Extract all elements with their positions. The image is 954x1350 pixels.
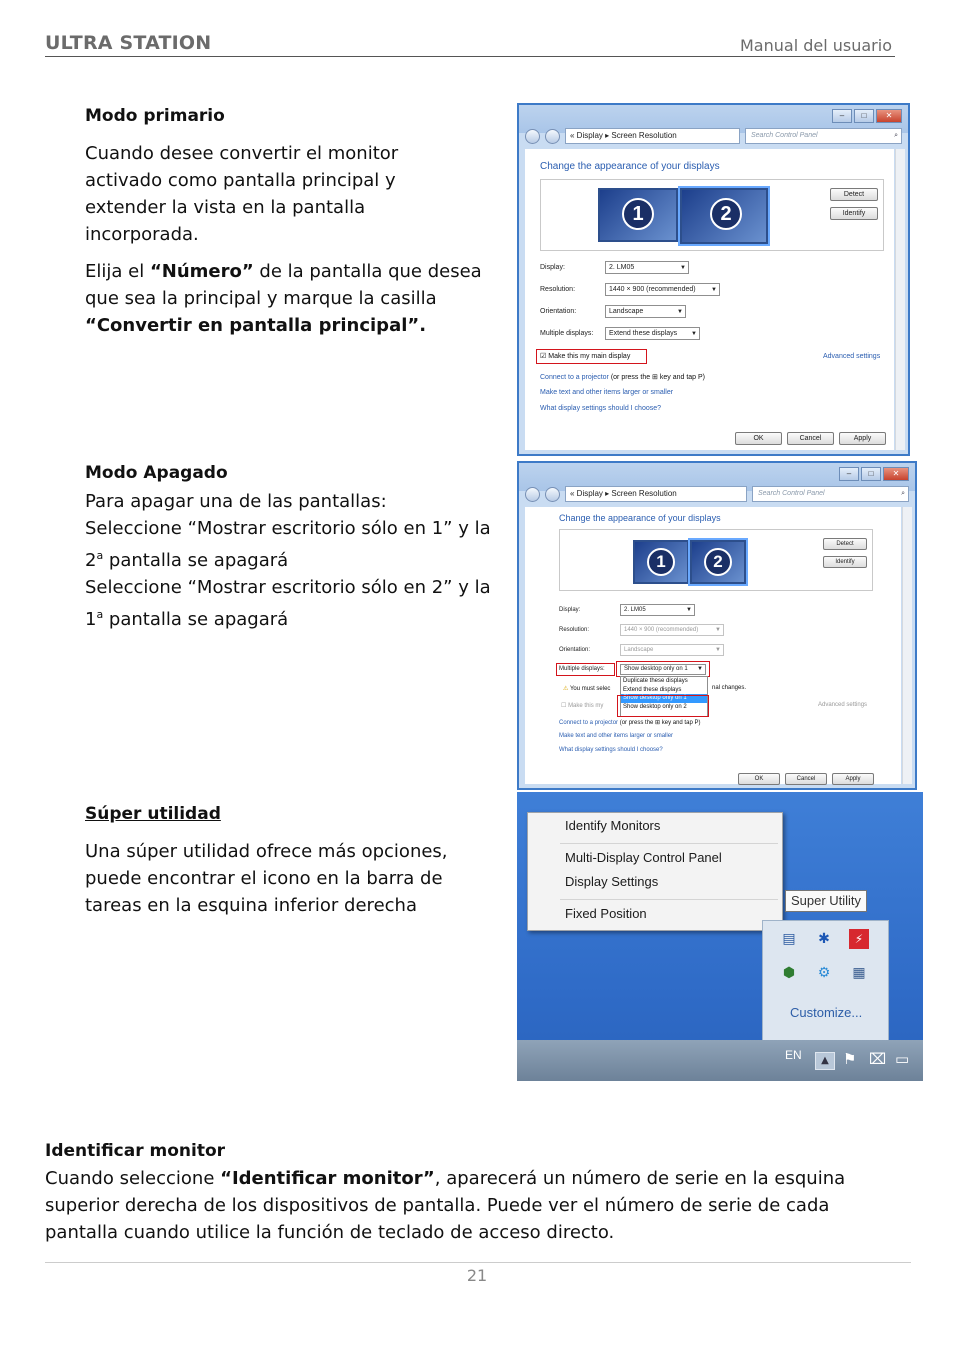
multiple-displays-label: Multiple displays: xyxy=(559,666,605,672)
bluetooth-icon[interactable]: ✱ xyxy=(818,931,830,947)
orientation-label: Orientation: xyxy=(559,647,591,653)
orientation-label: Orientation: xyxy=(540,308,577,315)
scrollbar[interactable] xyxy=(895,149,905,450)
apply-button[interactable]: Apply xyxy=(839,432,886,445)
menu-item-multi-display-control-panel[interactable]: Multi-Display Control Panel xyxy=(565,850,722,865)
close-icon[interactable]: ✕ xyxy=(883,467,909,481)
orientation-select[interactable] xyxy=(605,305,686,318)
modo-primario-paragraph-2 xyxy=(85,258,505,339)
text-line: Para apagar una de las pantallas: xyxy=(85,491,387,512)
ok-button[interactable]: OK xyxy=(735,432,782,445)
multiple-displays-label: Multiple displays: xyxy=(540,330,594,337)
graphics-tray-icon[interactable]: ▦ xyxy=(852,965,866,981)
section-title-modo-primario: Modo primario xyxy=(85,106,225,126)
chevron-down-icon: ▼ xyxy=(715,647,721,653)
main-display-checkbox xyxy=(561,702,603,709)
text-line: superior derecha de los dispositivos de pantalla. Puede ver el número de serie de cada xyxy=(45,1195,830,1216)
menu-item-display-settings[interactable]: Display Settings xyxy=(565,874,659,889)
dropdown-option[interactable]: Duplicate these displays xyxy=(623,678,688,684)
monitor-number-2: 2 xyxy=(710,198,742,230)
language-indicator[interactable]: EN xyxy=(785,1048,802,1062)
text-fragment: de la pantalla que desea xyxy=(253,261,482,282)
bold-line: “Convertir en pantalla principal”. xyxy=(85,315,427,336)
text-size-link[interactable]: Make text and other items larger or smaller xyxy=(559,733,674,739)
bold-fragment: “Identificar monitor” xyxy=(220,1168,435,1189)
monitor-2[interactable] xyxy=(690,540,746,584)
chevron-down-icon: ▼ xyxy=(697,666,703,672)
resolution-select xyxy=(620,624,724,636)
text-line: pantalla cuando utilice la función de teclado de acceso directo. xyxy=(45,1222,615,1243)
dialog-heading: Change the appearance of your displays xyxy=(540,161,720,172)
section-title-identificar-monitor: Identificar monitor xyxy=(45,1141,226,1161)
checkbox-checked-icon: ☑ xyxy=(540,353,547,360)
resolution-label: Resolution: xyxy=(540,286,576,293)
identificar-monitor-paragraph xyxy=(45,1165,925,1246)
breadcrumb[interactable]: « Display ▸ Screen Resolution xyxy=(565,486,747,502)
warning-icon: ⚠ xyxy=(563,686,569,692)
text-line: Una súper utilidad ofrece más opciones, xyxy=(85,841,448,862)
super-utility-tray-icon[interactable]: ▤ xyxy=(782,931,796,947)
search-input[interactable] xyxy=(752,486,909,502)
minimize-icon[interactable]: – xyxy=(832,109,852,123)
superscript: a xyxy=(96,549,104,562)
resolution-select[interactable] xyxy=(605,283,720,296)
text-fragment: Elija el xyxy=(85,261,150,282)
minimize-icon[interactable]: – xyxy=(839,467,859,481)
checkbox-icon: ☐ xyxy=(561,703,567,709)
advanced-settings-link: Advanced settings xyxy=(818,702,868,708)
text-fragment: pantalla se apagará xyxy=(103,609,289,630)
back-icon[interactable] xyxy=(525,129,540,144)
chevron-down-icon: ▼ xyxy=(677,309,683,315)
detect-button[interactable]: Detect xyxy=(830,188,878,201)
menu-item-fixed-position[interactable]: Fixed Position xyxy=(565,906,647,921)
monitor-2[interactable] xyxy=(680,188,768,244)
identify-button[interactable]: Identify xyxy=(823,556,867,568)
flag-icon[interactable]: ⚑ xyxy=(843,1050,857,1068)
warning-text-end: nal changes. xyxy=(712,685,747,691)
modo-apagado-paragraph xyxy=(85,488,515,633)
text-line: Seleccione “Mostrar escritorio sólo en 2” y la xyxy=(85,577,491,598)
display-help-link[interactable]: What display settings should I choose? xyxy=(559,747,663,753)
text-line xyxy=(85,601,515,633)
cancel-button[interactable]: Cancel xyxy=(787,432,834,445)
footer-rule xyxy=(45,1262,911,1263)
monitor-arrangement xyxy=(540,179,884,251)
display-label: Display: xyxy=(540,264,565,271)
section-title-super-utilidad: Súper utilidad xyxy=(85,804,221,824)
breadcrumb[interactable]: « Display ▸ Screen Resolution xyxy=(565,128,740,144)
advanced-settings-link[interactable]: Advanced settings xyxy=(823,353,881,360)
address-bar xyxy=(525,485,909,503)
customize-link[interactable]: Customize... xyxy=(790,1005,863,1020)
search-placeholder: Search Control Panel xyxy=(751,132,818,139)
orientation-value: Landscape xyxy=(624,647,654,653)
monitor-number-1: 1 xyxy=(622,198,654,230)
text-fragment: 2 xyxy=(85,550,97,571)
monitor-1[interactable] xyxy=(633,540,689,584)
resolution-value: 1440 × 900 (recommended) xyxy=(609,286,696,293)
orientation-value: Landscape xyxy=(609,308,644,315)
back-icon[interactable] xyxy=(525,487,540,502)
warning-text: You must selec xyxy=(569,686,611,692)
multiple-displays-select[interactable] xyxy=(605,327,700,340)
ok-button[interactable]: OK xyxy=(738,773,780,785)
projector-line xyxy=(540,373,705,381)
orientation-select xyxy=(620,644,724,656)
monitor-arrangement xyxy=(559,529,873,591)
display-label: Display: xyxy=(559,607,581,613)
power-icon[interactable]: ⌧ xyxy=(869,1050,887,1068)
warning-line xyxy=(563,685,610,692)
resolution-value: 1440 × 900 (recommended) xyxy=(624,627,699,633)
text-line: puede encontrar el icono en la barra de xyxy=(85,868,443,889)
superscript: a xyxy=(96,608,104,621)
multiple-displays-value: Extend these displays xyxy=(609,330,678,337)
network-icon[interactable]: ▭ xyxy=(895,1050,910,1068)
network-device-icon[interactable]: ⬢ xyxy=(782,965,796,981)
section-title-modo-apagado: Modo Apagado xyxy=(85,463,228,483)
dropdown-option[interactable]: Extend these displays xyxy=(623,686,682,693)
dropdown-option[interactable]: Show desktop only on 2 xyxy=(623,703,687,710)
chevron-down-icon: ▼ xyxy=(686,607,692,613)
bold-fragment: “Número” xyxy=(149,261,254,282)
display-value: 2. LM05 xyxy=(609,264,635,271)
super-utility-tooltip: Super Utility xyxy=(785,890,867,912)
display-select[interactable] xyxy=(620,604,695,616)
header-subtitle: Manual del usuario xyxy=(740,36,892,55)
text-line xyxy=(45,1165,925,1192)
text-size-link[interactable]: Make text and other items larger or smaller xyxy=(540,389,674,396)
projector-line xyxy=(559,719,700,726)
screen-resolution-dialog-1 xyxy=(517,103,910,456)
header-title: ULTRA STATION xyxy=(45,32,212,54)
highlight-box xyxy=(617,695,709,717)
text-line: activado como pantalla principal y xyxy=(85,170,396,191)
text-line: tareas en la esquina inferior derecha xyxy=(85,895,417,916)
taskbar xyxy=(517,1040,923,1081)
display-value: 2. LM05 xyxy=(624,607,646,613)
projector-hint: (or press the ⊞ key and tap P) xyxy=(608,374,706,381)
context-menu xyxy=(527,812,783,931)
chevron-down-icon: ▼ xyxy=(691,331,697,337)
text-line: extender la vista en la pantalla xyxy=(85,197,366,218)
dialog-content xyxy=(525,507,901,784)
monitor-number-2: 2 xyxy=(704,548,732,576)
modo-primario-paragraph-1 xyxy=(85,140,505,248)
notification-tray-popup xyxy=(762,920,889,1042)
text-line: Cuando desee convertir el monitor xyxy=(85,143,399,164)
display-help-link[interactable]: What display settings should I choose? xyxy=(540,405,662,412)
search-input[interactable] xyxy=(745,128,902,144)
show-hidden-icons-icon[interactable]: ▲ xyxy=(815,1052,835,1070)
resolution-label: Resolution: xyxy=(559,627,590,633)
text-line xyxy=(85,258,505,285)
projector-hint: (or press the ⊞ key and tap P) xyxy=(618,720,701,726)
display-select[interactable] xyxy=(605,261,689,274)
multiple-displays-value: Show desktop only on 1 xyxy=(624,666,688,672)
super-utility-screenshot xyxy=(517,792,923,1081)
scrollbar[interactable] xyxy=(902,507,912,784)
projector-link[interactable]: Connect to a projector xyxy=(559,720,619,726)
text-line: Seleccione “Mostrar escritorio sólo en 1” y la xyxy=(85,518,491,539)
text-fragment: pantalla se apagará xyxy=(103,550,289,571)
dialog-content xyxy=(525,149,894,450)
forward-icon[interactable] xyxy=(545,487,560,502)
monitor-number-1: 1 xyxy=(647,548,675,576)
dialog-heading: Change the appearance of your displays xyxy=(559,513,721,523)
antivirus-icon[interactable]: ⚡ xyxy=(849,929,869,949)
text-fragment: , aparecerá un número de serie en la esquina xyxy=(434,1168,846,1189)
main-display-label: Make this my xyxy=(568,703,604,709)
maximize-icon[interactable]: □ xyxy=(861,467,881,481)
maximize-icon[interactable]: □ xyxy=(854,109,874,123)
screen-resolution-dialog-2 xyxy=(517,461,917,790)
text-fragment: Cuando seleccione xyxy=(45,1168,221,1189)
menu-item-identify-monitors[interactable]: Identify Monitors xyxy=(565,818,661,833)
highlight-box xyxy=(616,661,710,677)
chevron-down-icon: ▼ xyxy=(711,287,717,293)
search-icon: ⌕ xyxy=(901,490,905,497)
chevron-down-icon: ▼ xyxy=(715,627,721,633)
chevron-down-icon: ▼ xyxy=(680,265,686,271)
apply-button[interactable]: Apply xyxy=(832,773,874,785)
text-line xyxy=(85,542,515,574)
identify-button[interactable]: Identify xyxy=(830,207,878,220)
super-utilidad-paragraph xyxy=(85,838,505,919)
monitor-1[interactable] xyxy=(598,188,678,242)
text-line: incorporada. xyxy=(85,224,199,245)
window-controls xyxy=(839,467,909,481)
text-line: que sea la principal y marque la casilla xyxy=(85,288,437,309)
main-display-label: Make this my main display xyxy=(548,353,631,360)
window-controls xyxy=(832,109,902,123)
menu-separator xyxy=(560,899,778,900)
search-icon: ⌕ xyxy=(894,132,898,139)
menu-separator xyxy=(560,843,778,844)
text-fragment: 1 xyxy=(85,609,97,630)
cancel-button[interactable]: Cancel xyxy=(785,773,827,785)
main-display-checkbox[interactable] xyxy=(540,352,630,360)
settings-tray-icon[interactable]: ⚙ xyxy=(817,965,831,981)
projector-link[interactable]: Connect to a projector xyxy=(540,374,609,381)
header-rule xyxy=(45,56,895,57)
address-bar xyxy=(525,127,902,145)
forward-icon[interactable] xyxy=(545,129,560,144)
search-placeholder: Search Control Panel xyxy=(758,490,825,497)
dropdown-option-selected[interactable]: Show desktop only on 1 xyxy=(621,694,707,703)
close-icon[interactable]: ✕ xyxy=(876,109,902,123)
detect-button[interactable]: Detect xyxy=(823,538,867,550)
page-number: 21 xyxy=(466,1266,488,1285)
